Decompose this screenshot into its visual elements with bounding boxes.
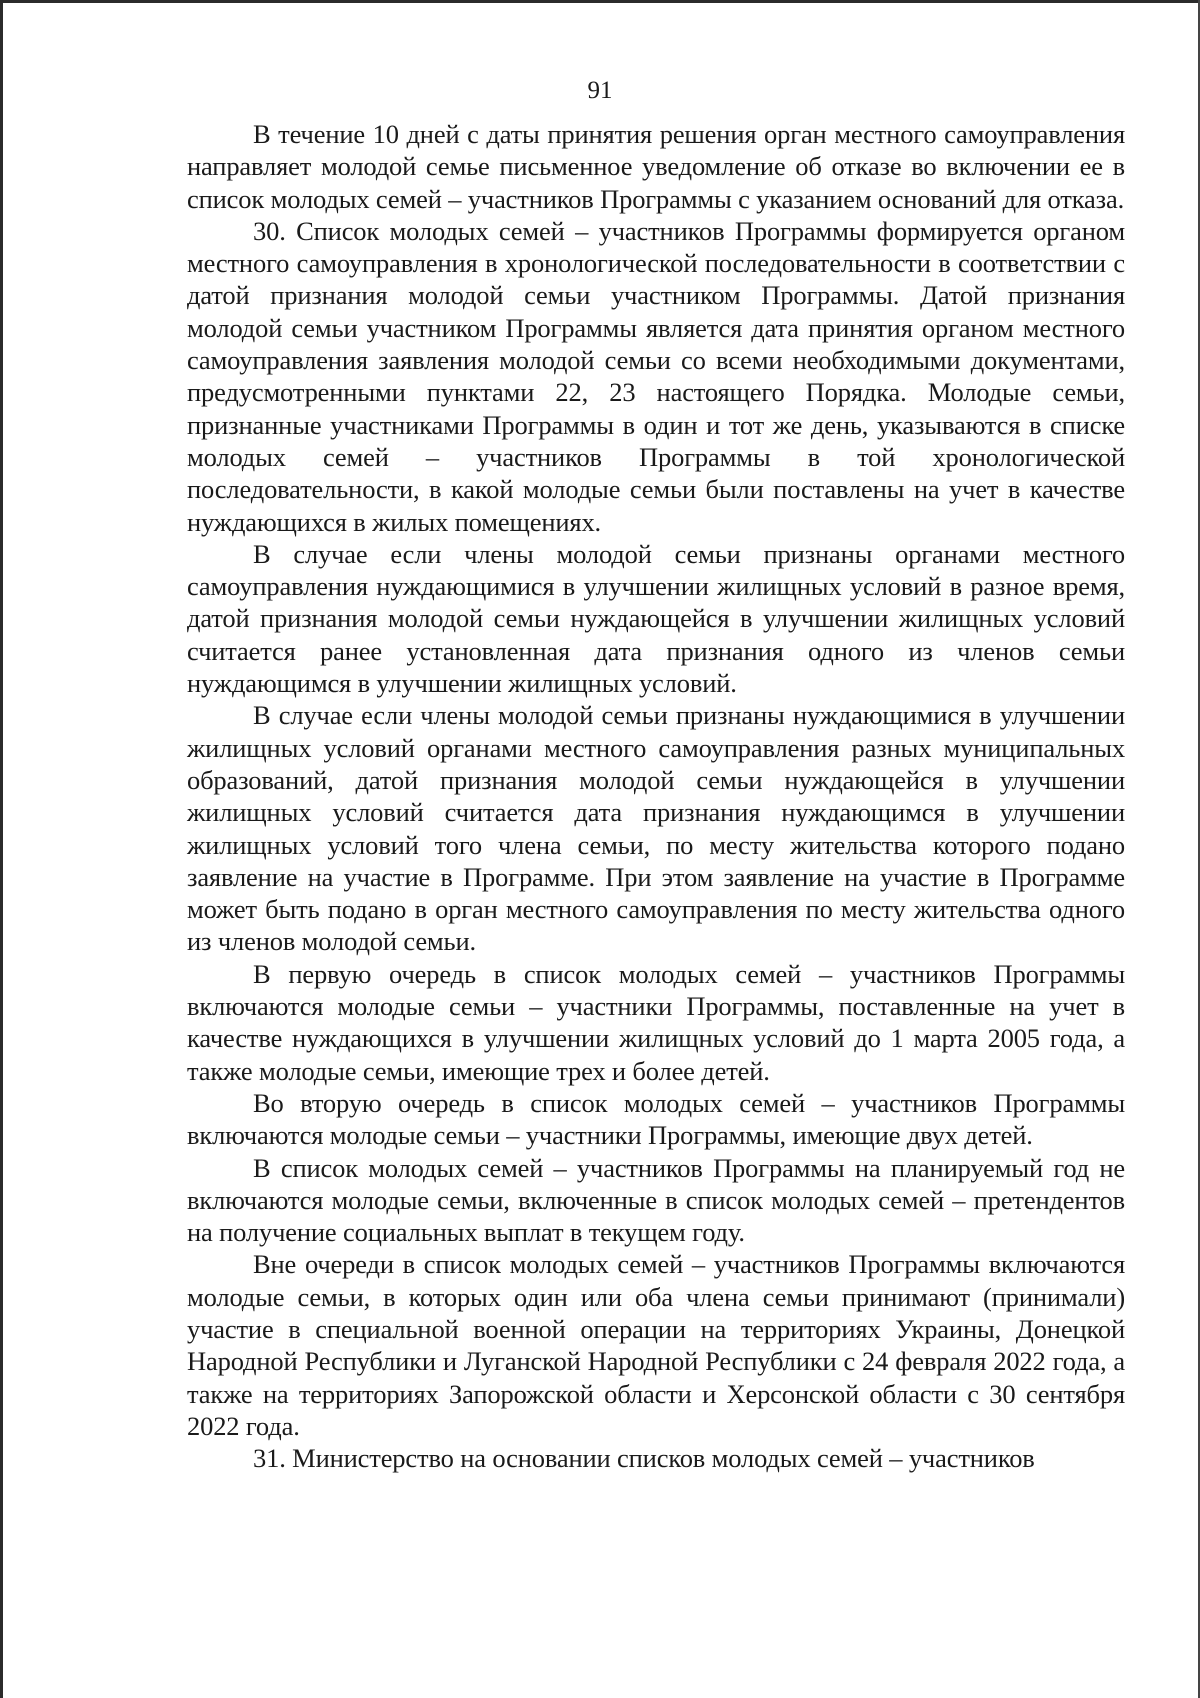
scan-border-left: [0, 0, 3, 1698]
paragraph-second-priority: Во вторую очередь в список молодых семей – участников Программы включаются молодые семьи – участники Программы, имеющие двух детей.: [187, 1087, 1125, 1151]
scan-border-top: [0, 0, 1200, 3]
paragraph-first-priority: В первую очередь в список молодых семей – участников Программы включаются молодые семьи – участники Программы, поставленные на учет в качестве нуждающихся в улучшении жилищных условий до 1 марта 2005 года, а также молодые семьи, имеющие трех и более детей.: [187, 958, 1125, 1086]
document-body: [187, 118, 1125, 1474]
paragraph-exclusion: В список молодых семей – участников Программы на планируемый год не включаются молодые семьи, включенные в список молодых семей – претендентов на получение социальных выплат в текущем году.: [187, 1152, 1125, 1248]
paragraph-different-municipalities: В случае если члены молодой семьи признаны нуждающимися в улучшении жилищных условий органами местного самоуправления разных муниципальных образований, датой признания молодой семьи нуждающейся в улучшении жилищных условий считается дата признания нуждающимся в улучшении жилищных условий того члена семьи, по месту жительства которого подано заявление на участие в Программе. При этом заявление на участие в Программе может быть подано в орган местного самоуправления по месту жительства одного из членов молодой семьи.: [187, 700, 1125, 957]
paragraph-refusal-notice: В течение 10 дней с даты принятия решения орган местного самоуправления направляет молодой семье письменное уведомление об отказе во включении ее в список молодых семей – участников Программы с указанием оснований для отказа.: [187, 119, 1125, 214]
paragraph-30-list-formation: 30. Список молодых семей – участников Программы формируется органом местного самоуправления в хронологической последовательности в соответствии с датой признания молодой семьи участником Программы. Датой признания молодой семьи участником Программы является дата принятия органом местного самоуправления заявления молодой семьи со всеми необходимыми документами, предусмотренными пунктами 22, 23 настоящего Порядка. Молодые семьи, признанные участниками Программы в один и тот же день, указываются в списке молодых семей – участников Программы в той хронологической последовательности, в какой молодые семьи были поставлены на учет в качестве нуждающихся в жилых помещениях.: [187, 215, 1125, 537]
paragraph-31-ministry: 31. Министерство на основании списков молодых семей – участников: [253, 1443, 1035, 1474]
paragraph-out-of-turn: Вне очереди в список молодых семей – участников Программы включаются молодые семьи, в которых один или оба члена семьи принимают (принимали) участие в специальной военной операции на территориях Украины, Донецкой Народной Республики и Луганской Народной Республики с 24 февраля 2022 года, а также на территориях Запорожской области и Херсонской области с 30 сентября 2022 года.: [187, 1249, 1125, 1441]
page-number: 91: [587, 77, 613, 104]
paragraph-different-dates: В случае если члены молодой семьи признаны органами местного самоуправления нуждающимися в улучшении жилищных условий в разное время, датой признания молодой семьи нуждающейся в улучшении жилищных условий считается ранее установленная дата признания одного из членов семьи нуждающимся в улучшении жилищных условий.: [187, 538, 1125, 699]
